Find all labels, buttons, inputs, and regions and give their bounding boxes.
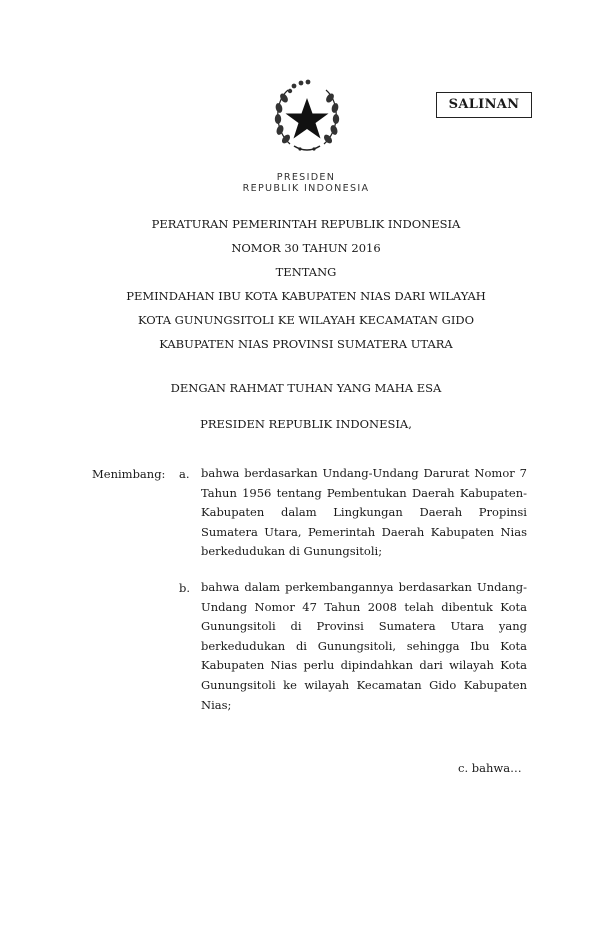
item-b-marker: b. <box>179 581 191 595</box>
considerations-label: Menimbang: <box>92 467 166 481</box>
title-number: NOMOR 30 TAHUN 2016 <box>231 241 381 255</box>
title-subject-3: KABUPATEN NIAS PROVINSI SUMATERA UTARA <box>159 337 453 351</box>
title-subject-2: KOTA GUNUNGSITOLI KE WILAYAH KECAMATAN GIDO <box>137 313 475 327</box>
letterhead-line-2: REPUBLIK INDONESIA <box>242 183 370 194</box>
title-about: TENTANG <box>275 265 337 279</box>
consideration-b-text: bahwa dalam perkembangannya berdasarkan Undang-Undang Nomor 47 Tahun 2008 telah dibentuk Kota Gunungsitoli di Provinsi Sumatera Utara yang berkedudukan di Gunungsitoli, sehingga Ibu Kota Kabupaten Nias perlu dipindahkan dari wilayah Kota Gunungsitoli ke wilayah Kecamatan Gido Kabupaten Nias; <box>201 580 527 712</box>
presidential-seal-icon <box>264 78 350 158</box>
letterhead-line-1: PRESIDEN <box>276 172 336 183</box>
invocation: DENGAN RAHMAT TUHAN YANG MAHA ESA <box>170 381 442 395</box>
title-regulation: PERATURAN PEMERINTAH REPUBLIK INDONESIA <box>151 217 461 231</box>
title-subject-1: PEMINDAHAN IBU KOTA KABUPATEN NIAS DARI WILAYAH <box>126 289 486 303</box>
president-heading: PRESIDEN REPUBLIK INDONESIA, <box>200 417 412 431</box>
page-continuation: c. bahwa… <box>458 761 522 775</box>
salinan-stamp: SALINAN <box>436 92 532 118</box>
item-a-marker: a. <box>179 467 190 481</box>
consideration-a-text: bahwa berdasarkan Undang-Undang Darurat Nomor 7 Tahun 1956 tentang Pembentukan Daerah Kabupaten-Kabupaten dalam Lingkungan Daerah Propinsi Sumatera Utara, Pemerintah Daerah Kabupaten Nias berkedudukan di Gunungsitoli; <box>201 466 527 559</box>
